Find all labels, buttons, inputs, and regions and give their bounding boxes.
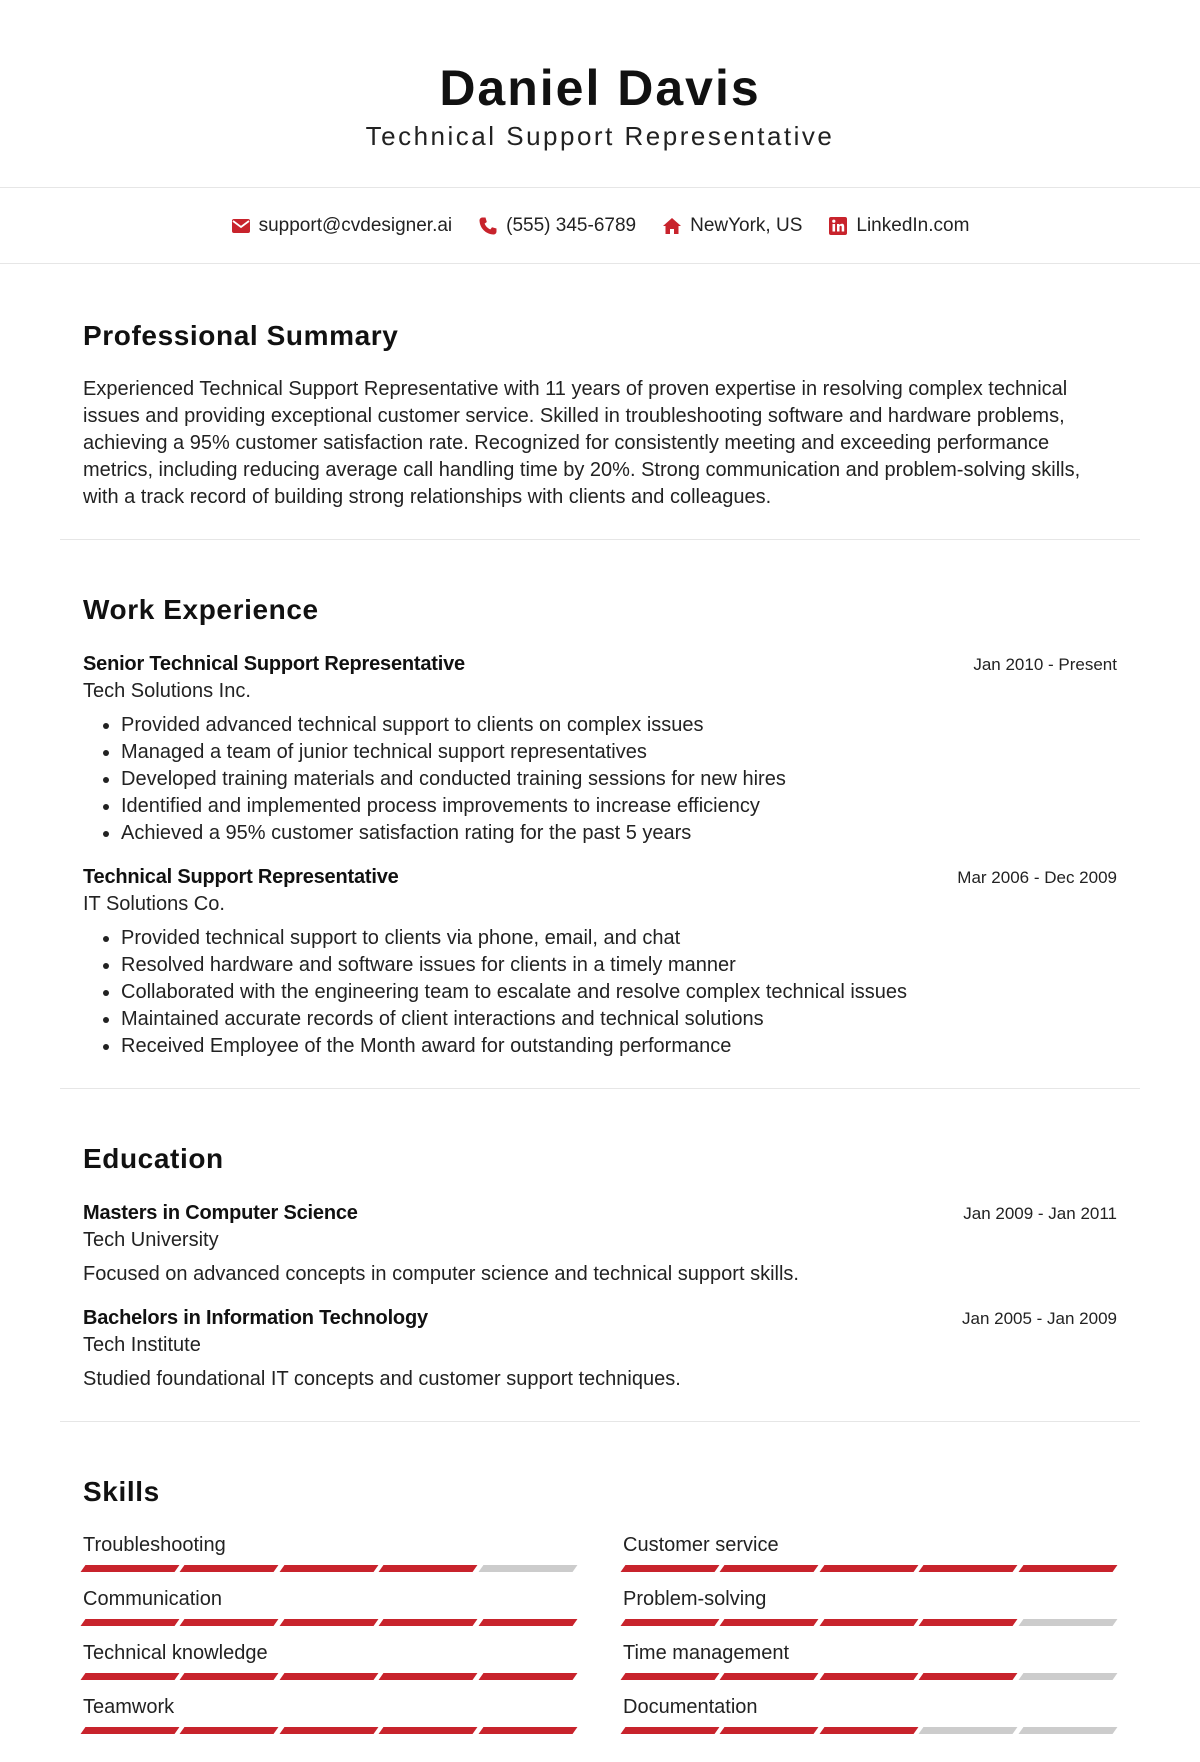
skill-item (623, 1586, 1115, 1626)
contact-linkedin[interactable] (828, 215, 969, 237)
skill-name: Problem-solving (623, 1588, 767, 1610)
contact-location-text: NewYork, US (690, 214, 803, 236)
skill-item (623, 1694, 1115, 1734)
bullet-item: • Resolved hardware and software issues for clients in a timely manner (121, 952, 1117, 979)
linkedin-icon (828, 216, 848, 236)
candidate-name: Daniel Davis (439, 60, 761, 116)
skill-item (83, 1640, 575, 1680)
skill-level-bar (623, 1619, 1115, 1626)
section-title: Education (83, 1143, 224, 1174)
degree-description: Focused on advanced concepts in computer science and technical support skills. (83, 1263, 799, 1285)
skill-segment-filled (621, 1619, 720, 1626)
skill-name: Time management (623, 1642, 789, 1664)
skills-section (60, 1422, 1140, 1762)
skill-level-bar (83, 1727, 575, 1734)
contact-phone-text: (555) 345-6789 (506, 214, 637, 236)
skill-segment-filled (621, 1727, 720, 1734)
skill-segment-filled (379, 1727, 478, 1734)
bullet-item: • Achieved a 95% customer satisfaction rating for the past 5 years (121, 820, 1117, 847)
skill-item (83, 1532, 575, 1572)
skill-name: Troubleshooting (83, 1534, 226, 1556)
degree-dates: Jan 2009 - Jan 2011 (963, 1204, 1117, 1223)
skill-segment-filled (819, 1565, 918, 1572)
section-title: Professional Summary (83, 320, 399, 351)
bullet-item: • Received Employee of the Month award for outstanding performance (121, 1033, 1117, 1060)
candidate-role: Technical Support Representative (365, 121, 835, 151)
home-icon (662, 216, 682, 236)
school-name: Tech Institute (83, 1334, 201, 1356)
skill-segment-empty (478, 1565, 577, 1572)
skill-segment-filled (720, 1619, 819, 1626)
skill-segment-filled (478, 1619, 577, 1626)
skill-level-bar (623, 1565, 1115, 1572)
skill-item (83, 1586, 575, 1626)
envelope-icon (231, 216, 251, 236)
skill-segment-filled (720, 1673, 819, 1680)
skill-segment-filled (919, 1619, 1018, 1626)
degree-title: Bachelors in Information Technology (83, 1307, 428, 1329)
contact-location[interactable] (662, 215, 802, 237)
experience-entry (83, 863, 1117, 1060)
skill-item (623, 1640, 1115, 1680)
skill-segment-filled (379, 1619, 478, 1626)
skill-segment-filled (819, 1619, 918, 1626)
skill-name: Technical knowledge (83, 1642, 268, 1664)
bullet-item: • Identified and implemented process improvements to increase efficiency (121, 793, 1117, 820)
skill-segment-filled (180, 1673, 279, 1680)
skill-segment-filled (919, 1673, 1018, 1680)
skill-segment-filled (379, 1565, 478, 1572)
skill-segment-empty (1018, 1727, 1117, 1734)
bullet-item: • Provided advanced technical support to clients on complex issues (121, 712, 1117, 739)
skill-level-bar (83, 1619, 575, 1626)
summary-section (60, 264, 1140, 540)
education-section (60, 1089, 1140, 1422)
bullet-item: • Provided technical support to clients via phone, email, and chat (121, 925, 1117, 952)
summary-text: Experienced Technical Support Representative with 11 years of proven expertise in resolving complex technical issues and providing exceptional customer service. Skilled in troubleshooting software and hardware problems, achieving a 95% customer satisfaction rate. Recognized for consistently meeting and exceeding performance metrics, including reducing average call handling time by 20%. Strong communication and problem-solving skills, with a track record of building strong relationships with clients and colleagues. (83, 378, 1081, 508)
skill-segment-empty (1018, 1673, 1117, 1680)
bullet-item: • Managed a team of junior technical support representatives (121, 739, 1117, 766)
skill-segment-filled (81, 1673, 180, 1680)
degree-title: Masters in Computer Science (83, 1202, 358, 1224)
skill-segment-filled (621, 1565, 720, 1572)
skill-segment-empty (1018, 1619, 1117, 1626)
degree-description: Studied foundational IT concepts and customer support techniques. (83, 1368, 681, 1390)
resume-header (0, 0, 1200, 188)
skill-segment-filled (720, 1565, 819, 1572)
skill-level-bar (83, 1673, 575, 1680)
skill-segment-filled (819, 1727, 918, 1734)
skill-segment-filled (279, 1727, 378, 1734)
skill-level-bar (623, 1727, 1115, 1734)
skill-segment-filled (81, 1565, 180, 1572)
skill-segment-filled (379, 1673, 478, 1680)
skill-segment-filled (1018, 1565, 1117, 1572)
job-dates: Jan 2010 - Present (973, 655, 1117, 674)
bullet-item: • Collaborated with the engineering team to escalate and resolve complex technical issues (121, 979, 1117, 1006)
skill-item (83, 1694, 575, 1734)
degree-dates: Jan 2005 - Jan 2009 (961, 1309, 1117, 1328)
job-dates: Mar 2006 - Dec 2009 (957, 868, 1117, 887)
section-title: Work Experience (83, 594, 319, 625)
education-entry (83, 1304, 1117, 1393)
skill-segment-filled (279, 1673, 378, 1680)
bullet-item: • Developed training materials and conducted training sessions for new hires (121, 766, 1117, 793)
school-name: Tech University (83, 1229, 219, 1251)
contact-email[interactable] (231, 215, 453, 237)
company-name: Tech Solutions Inc. (83, 680, 251, 702)
skill-segment-filled (819, 1673, 918, 1680)
experience-section (60, 540, 1140, 1089)
skill-segment-filled (279, 1565, 378, 1572)
skill-segment-filled (81, 1619, 180, 1626)
contact-email-text: support@cvdesigner.ai (258, 214, 453, 236)
skill-segment-filled (478, 1673, 577, 1680)
skill-segment-filled (279, 1619, 378, 1626)
skill-segment-filled (81, 1727, 180, 1734)
job-title: Senior Technical Support Representative (83, 653, 465, 675)
education-entry (83, 1199, 1117, 1288)
skill-level-bar (623, 1673, 1115, 1680)
skill-name: Communication (83, 1588, 222, 1610)
experience-entry (83, 650, 1117, 847)
contact-phone[interactable] (478, 215, 636, 237)
skill-name: Customer service (623, 1534, 779, 1556)
skills-grid (83, 1532, 1117, 1734)
skill-item (623, 1532, 1115, 1572)
skill-segment-filled (720, 1727, 819, 1734)
bullet-item: • Maintained accurate records of client interactions and technical solutions (121, 1006, 1117, 1033)
skill-segment-filled (180, 1727, 279, 1734)
contact-linkedin-text: LinkedIn.com (856, 214, 970, 236)
phone-icon (478, 216, 498, 236)
skill-segment-filled (180, 1619, 279, 1626)
skill-name: Documentation (623, 1696, 758, 1718)
skill-segment-empty (919, 1727, 1018, 1734)
skill-segment-filled (919, 1565, 1018, 1572)
contact-bar (0, 188, 1200, 264)
job-bullets (83, 925, 1117, 1060)
skill-segment-filled (621, 1673, 720, 1680)
resume-content (0, 264, 1200, 1762)
section-title: Skills (83, 1476, 160, 1507)
skill-name: Teamwork (83, 1696, 175, 1718)
skill-segment-filled (180, 1565, 279, 1572)
job-bullets (83, 712, 1117, 847)
skill-segment-filled (478, 1727, 577, 1734)
skill-level-bar (83, 1565, 575, 1572)
company-name: IT Solutions Co. (83, 893, 225, 915)
job-title: Technical Support Representative (83, 866, 399, 888)
